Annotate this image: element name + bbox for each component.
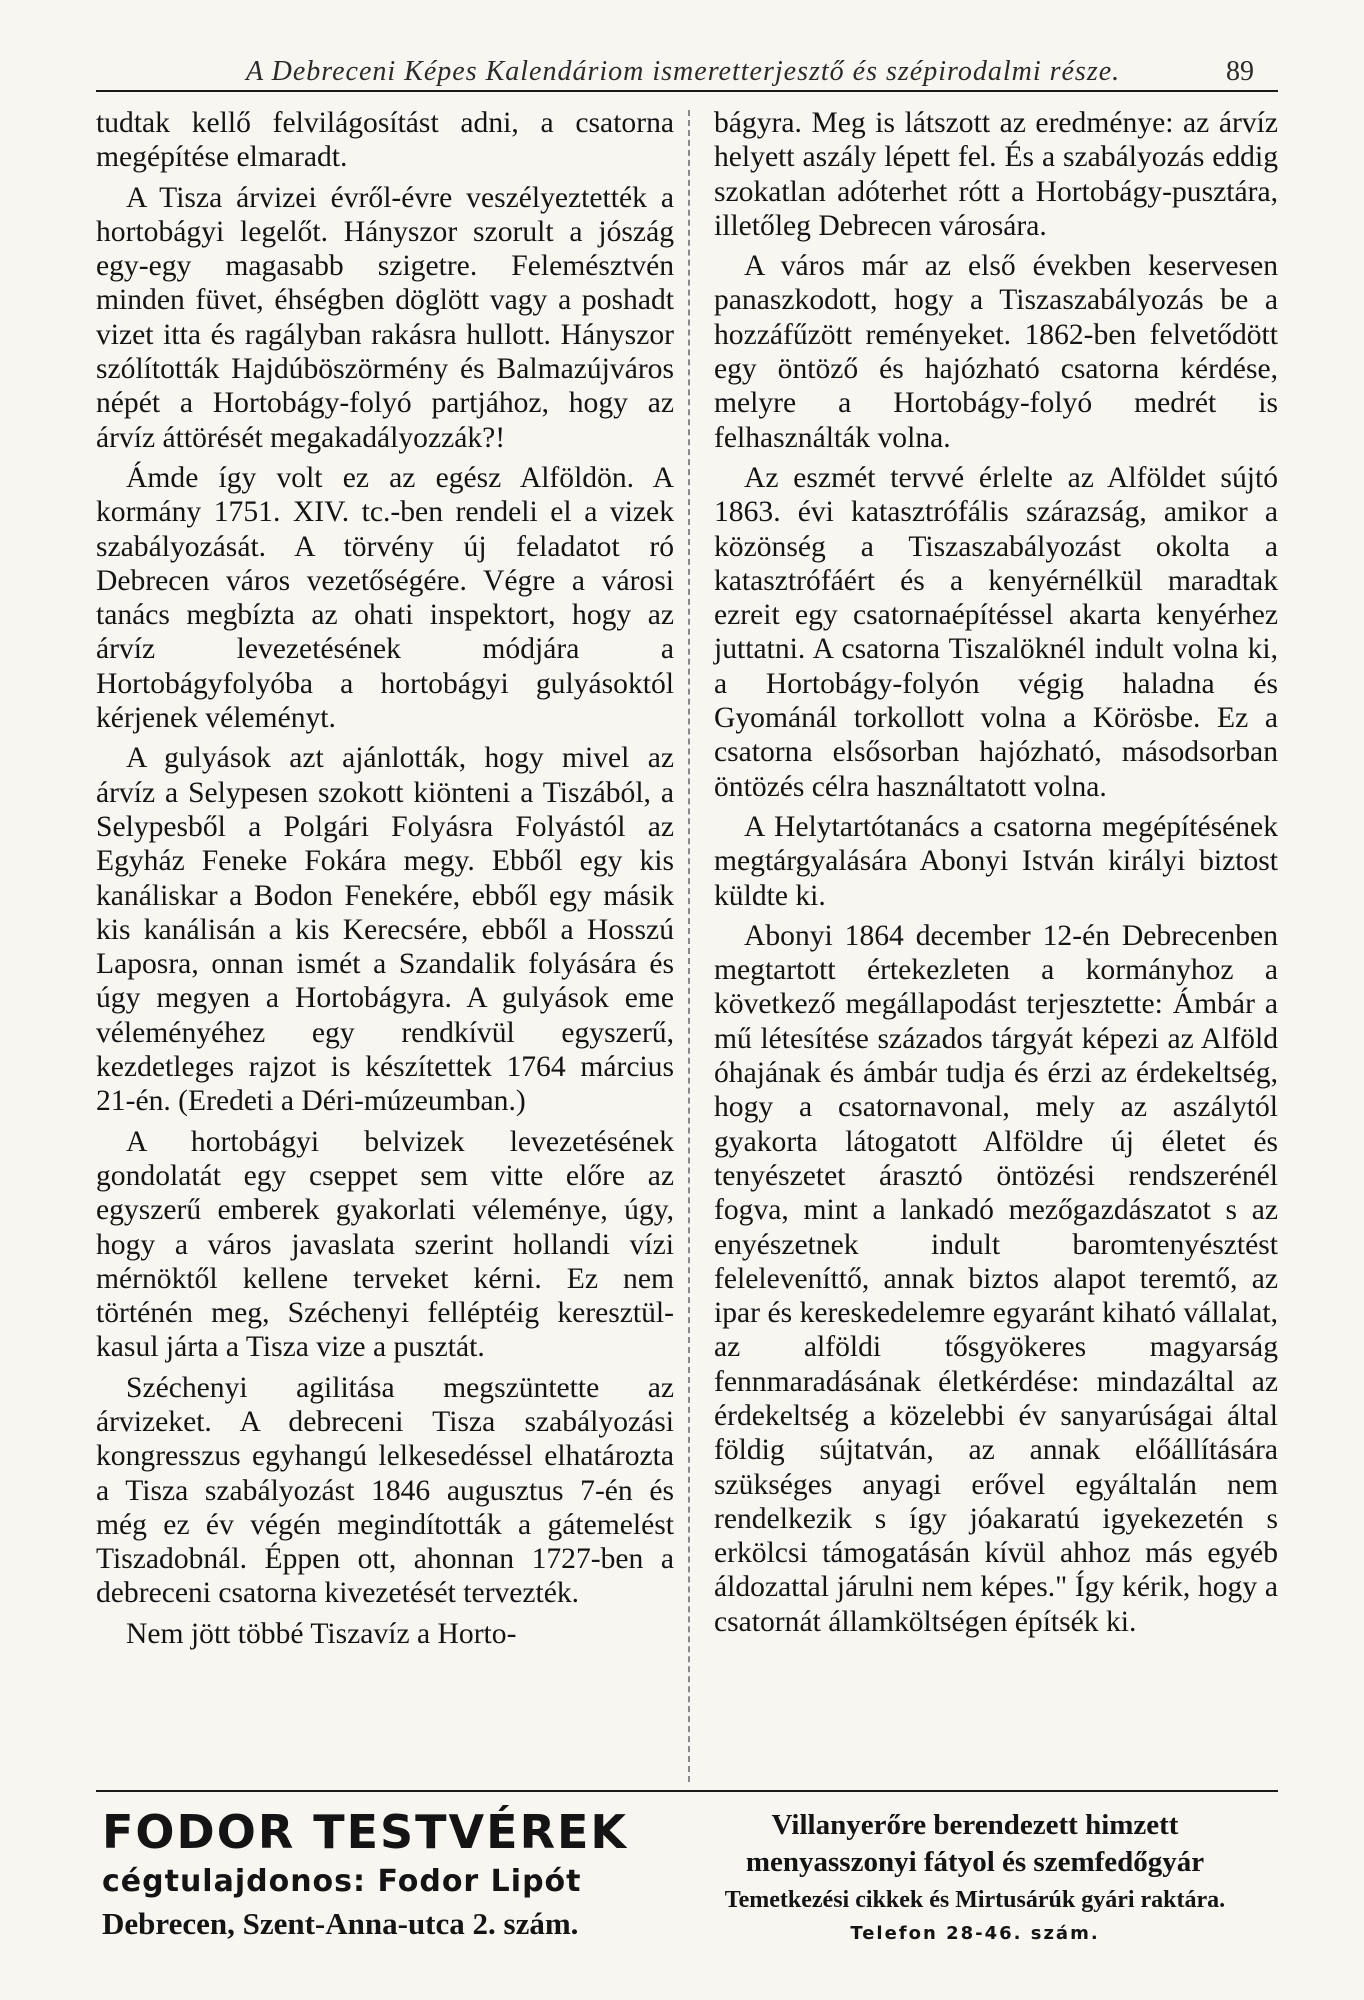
advert-line: Villanyerőre berendezett himzett: [771, 1809, 1179, 1841]
paragraph: A hortobágyi belvizek levezetésének gondolatát egy cseppet sem vitte előre az egyszerű emberek gyakorlati véleménye, úgy, hogy a város javaslata szerint hollandi vízi mérnöktől kellene terveket kérni. Ez nem történén meg, Széchenyi felléptéig keresztül-kasul járta a Tisza vize a pusztát.: [96, 1125, 674, 1364]
paragraph: Nem jött többé Tiszavíz a Horto-: [126, 1617, 517, 1650]
paragraph: bágyra. Meg is látszott az eredménye: az árvíz helyett aszály lépett fel. És a szabályozás eddig szokatlan adóterhet rótt a Hortobágy-pusztára, illetőleg Debrecen városára.: [714, 107, 1278, 242]
paragraph: A Helytartótanács a csatorna megépítésének megtárgyalására Abonyi István királyi biztost küldte ki.: [714, 810, 1278, 912]
advert-company-name: FODOR TESTVÉREK: [102, 1805, 629, 1859]
advert-phone: Telefon 28-46. szám.: [850, 1923, 1100, 1944]
right-column: [714, 106, 1278, 1639]
paragraph: Az eszmét tervvé érlelte az Alföldet sújtó 1863. évi katasztrófális szárazság, amikor a közönség a Tiszaszabályozást okolta a katasztrófáért és a kenyérnélkül maradtak ezreit egy csatornaépítéssel akarta kenyérhez juttatni. A csatorna Tiszalöknél indult volna ki, a Hortobágy-folyón végig haladna és Gyománál torkollott volna a Körösbe. Ez a csatorna elsősorban hajózható, másodsorban öntözés célra használtatott volna.: [714, 461, 1278, 803]
running-header: [96, 48, 1278, 92]
paragraph: A Tisza árvizei évről-évre veszélyeztették a hortobágyi legelőt. Hányszor szorult a jószág egy-egy magasabb szigetre. Felemésztvén minden füvet, éhségben döglött vagy a poshadt vizet itta és ragályban rakásra hullott. Hányszor szólították Hajdúböszörmény és Balmazújváros népét a Hortobágy-folyó partjához, hogy az árvíz áttörését megakadályozzák?!: [96, 181, 674, 454]
advert-veil-factory: [660, 1806, 1290, 1948]
advert-line: menyasszonyi fátyol és szemfedőgyár: [745, 1846, 1205, 1878]
left-column: [96, 106, 674, 1651]
paragraph: Abonyi 1864 december 12-én Debrecenben megtartott értekezleten a kormányhoz a következő megállapodást terjesztette: Ámbár a mű létesítése százados tárgyát képezi az Alföld óhajának és ámbár tudja és érzi az érdekeltség, hogy a csatornavonal, mely az aszálytól gyakorta látogatott Alföldre új életet és tenyészetet árasztó öntözési rendszerénél fogva, mint a lankadó mezőgazdászatot s az enyészetnek indult baromtenyésztést feleleveníttő, annak biztos alapot teremtő, az ipar és kereskedelemre egyaránt kiható vállalat, az alföldi tősgyökeres magyarság fennmaradásának életkérdése: mindazáltal az érdekeltség a közelebbi év sanyarúságai által földig sújtatván, az annak előállítására szükséges anyagi erővel egyáltalán nem rendelkezik s így jóakaratú igyekezetén s erkölcsi támogatásán kívül ahhoz más egyéb áldozattal járulni nem képes." Így kérik, hogy a csatornát államköltségen építsék ki.: [714, 919, 1278, 1638]
advert-rule: [96, 1790, 1278, 1792]
page-number: 89: [1226, 56, 1254, 87]
advert-fodor: [102, 1806, 642, 1946]
paragraph: Széchenyi agilitása megszüntette az árvizeket. A debreceni Tisza szabályozási kongresszus egyhangú lelkesedéssel elhatározta a Tisza szabályozást 1846 augusztus 7-én és még ez év végén megindították a gátemelést Tiszadobnál. Éppen ott, ahonnan 1727-ben a debreceni csatorna kivezetését tervezték.: [96, 1371, 674, 1610]
paragraph: A város már az első években keservesen panaszkodott, hogy a Tiszaszabályozás be a hozzáfűzött reményeket. 1862-ben felvetődött egy öntöző és hajózható csatorna kérdése, melyre a Hortobágy-folyó medrét is felhasználták volna.: [714, 250, 1278, 454]
paragraph: Ámde így volt ez az egész Alföldön. A kormány 1751. XIV. tc.-ben rendeli el a vizek szabályozását. A törvény új feladatot ró Debrecen város vezetőségére. Végre a városi tanács megbízta az ohati inspektort, hogy az árvíz levezetésének módjára a Hortobágyfolyóba a hortobágyi gulyásoktól kérjenek véleményt.: [96, 461, 674, 735]
advert-address: Debrecen, Szent-Anna-utca 2. szám.: [102, 1906, 579, 1941]
advert-owner: cégtulajdonos: Fodor Lipót: [102, 1864, 582, 1899]
paragraph: tudtak kellő felvilágosítást adni, a csatorna megépítése elmaradt.: [96, 107, 674, 174]
column-divider: [688, 110, 690, 1782]
advert-line: Temetkezési cikkek és Mirtusárúk gyári raktára.: [724, 1887, 1226, 1913]
running-title: A Debreceni Képes Kalendáriom ismeretterjesztő és szépirodalmi része.: [246, 56, 1121, 87]
paragraph: A gulyások azt ajánlották, hogy mivel az árvíz a Selypesen szokott kiönteni a Tiszából, a Selypesből a Polgári Folyásra Folyástól az Egyház Feneke Fokára megy. Ebből egy kis kanáliskar a Bodon Fenekére, ebből egy másik kis kanálisán a kis Kerecsére, ebből a Hosszú Laposra, onnan ismét a Szandalik folyására és úgy megyen a Hortobágyra. A gulyások eme véleményéhez egy rendkívül egyszerű, kezdetleges rajzot is készítettek 1764 március 21-én. (Eredeti a Déri-múzeumban.): [96, 742, 674, 1118]
